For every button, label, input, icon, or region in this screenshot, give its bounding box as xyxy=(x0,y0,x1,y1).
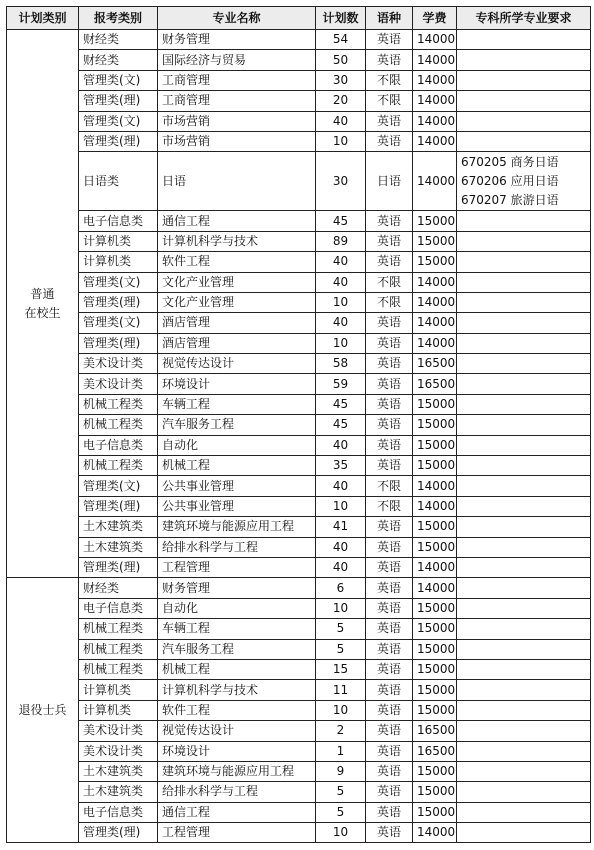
tuition-cell: 15000 xyxy=(413,252,457,272)
language-cell: 英语 xyxy=(366,578,413,598)
plan-count-cell: 5 xyxy=(316,802,366,822)
tuition-cell: 14000 xyxy=(413,578,457,598)
tuition-cell: 15000 xyxy=(413,802,457,822)
tuition-cell: 14000 xyxy=(413,111,457,131)
prior-major-requirement-cell xyxy=(457,619,591,639)
language-cell: 英语 xyxy=(366,30,413,50)
plan-count-cell: 10 xyxy=(316,598,366,618)
prior-major-requirement-cell xyxy=(457,313,591,333)
major-name-cell: 文化产业管理 xyxy=(158,292,316,312)
apply-category-cell: 机械工程类 xyxy=(79,415,158,435)
apply-category-cell: 管理类(理) xyxy=(79,91,158,111)
major-name-cell: 自动化 xyxy=(158,435,316,455)
major-name-cell: 建筑环境与能源应用工程 xyxy=(158,517,316,537)
apply-category-cell: 电子信息类 xyxy=(79,435,158,455)
plan-count-cell: 40 xyxy=(316,476,366,496)
major-name-cell: 工程管理 xyxy=(158,557,316,577)
tuition-cell: 14000 xyxy=(413,496,457,516)
major-name-cell: 酒店管理 xyxy=(158,313,316,333)
tuition-cell: 14000 xyxy=(413,272,457,292)
table-row xyxy=(7,333,591,353)
prior-major-requirement-cell xyxy=(457,639,591,659)
prior-major-requirement-cell xyxy=(457,415,591,435)
language-cell: 英语 xyxy=(366,741,413,761)
table-row xyxy=(7,639,591,659)
prior-major-requirement-cell xyxy=(457,741,591,761)
table-row xyxy=(7,659,591,679)
language-cell: 英语 xyxy=(366,659,413,679)
apply-category-cell: 管理类(理) xyxy=(79,333,158,353)
tuition-cell: 15000 xyxy=(413,680,457,700)
tuition-cell: 15000 xyxy=(413,639,457,659)
header-row xyxy=(7,7,591,30)
plan-count-cell: 35 xyxy=(316,456,366,476)
tuition-cell: 15000 xyxy=(413,700,457,720)
major-name-cell: 日语 xyxy=(158,152,316,211)
major-name-cell: 机械工程 xyxy=(158,456,316,476)
prior-major-requirement-cell xyxy=(457,782,591,802)
prior-major-requirement-cell xyxy=(457,231,591,251)
apply-category-cell: 电子信息类 xyxy=(79,802,158,822)
plan-count-cell: 59 xyxy=(316,374,366,394)
language-cell: 英语 xyxy=(366,111,413,131)
prior-major-requirement-cell xyxy=(457,333,591,353)
table-row xyxy=(7,456,591,476)
tuition-cell: 15000 xyxy=(413,415,457,435)
table-row xyxy=(7,374,591,394)
tuition-cell: 14000 xyxy=(413,30,457,50)
apply-category-cell: 美术设计类 xyxy=(79,354,158,374)
tuition-cell: 14000 xyxy=(413,292,457,312)
apply-category-cell: 管理类(理) xyxy=(79,823,158,843)
plan-count-cell: 9 xyxy=(316,761,366,781)
table-row xyxy=(7,598,591,618)
major-name-cell: 自动化 xyxy=(158,598,316,618)
table-row xyxy=(7,680,591,700)
prior-major-requirement-cell xyxy=(457,111,591,131)
table-row xyxy=(7,91,591,111)
plan-count-cell: 5 xyxy=(316,782,366,802)
apply-category-cell: 美术设计类 xyxy=(79,374,158,394)
requirement-line: 670206 应用日语 xyxy=(461,173,559,188)
prior-major-requirement-cell xyxy=(457,91,591,111)
prior-major-requirement-cell xyxy=(457,517,591,537)
plan-type-cell xyxy=(7,578,79,843)
tuition-cell: 14000 xyxy=(413,50,457,70)
apply-category-cell: 机械工程类 xyxy=(79,456,158,476)
major-name-cell: 环境设计 xyxy=(158,741,316,761)
prior-major-requirement-cell xyxy=(457,823,591,843)
language-cell: 不限 xyxy=(366,70,413,90)
language-cell: 英语 xyxy=(366,721,413,741)
plan-count-cell: 15 xyxy=(316,659,366,679)
apply-category-cell: 财经类 xyxy=(79,50,158,70)
major-name-cell: 视觉传达设计 xyxy=(158,354,316,374)
prior-major-requirement-cell xyxy=(457,435,591,455)
prior-major-requirement-cell xyxy=(457,557,591,577)
language-cell: 日语 xyxy=(366,152,413,211)
major-name-cell: 工商管理 xyxy=(158,70,316,90)
plan-count-cell: 41 xyxy=(316,517,366,537)
plan-type-label: 普通 xyxy=(30,286,55,301)
tuition-cell: 15000 xyxy=(413,456,457,476)
plan-count-cell: 10 xyxy=(316,333,366,353)
major-name-cell: 软件工程 xyxy=(158,700,316,720)
language-cell: 不限 xyxy=(366,272,413,292)
plan-count-cell: 40 xyxy=(316,111,366,131)
table-row xyxy=(7,111,591,131)
major-name-cell: 工商管理 xyxy=(158,91,316,111)
major-name-cell: 建筑环境与能源应用工程 xyxy=(158,761,316,781)
language-cell: 英语 xyxy=(366,415,413,435)
apply-category-cell: 机械工程类 xyxy=(79,659,158,679)
language-cell: 英语 xyxy=(366,394,413,414)
prior-major-requirement-cell xyxy=(457,211,591,231)
tuition-cell: 15000 xyxy=(413,598,457,618)
language-cell: 英语 xyxy=(366,231,413,251)
language-cell: 不限 xyxy=(366,91,413,111)
language-cell: 英语 xyxy=(366,700,413,720)
apply-category-cell: 美术设计类 xyxy=(79,721,158,741)
apply-category-cell: 管理类(文) xyxy=(79,272,158,292)
language-cell: 英语 xyxy=(366,598,413,618)
tuition-cell: 16500 xyxy=(413,354,457,374)
major-name-cell: 汽车服务工程 xyxy=(158,639,316,659)
plan-type-label: 退役士兵 xyxy=(18,702,67,717)
language-cell: 英语 xyxy=(366,639,413,659)
tuition-cell: 15000 xyxy=(413,619,457,639)
apply-category-cell: 土木建筑类 xyxy=(79,782,158,802)
major-name-cell: 公共事业管理 xyxy=(158,496,316,516)
prior-major-requirement-cell xyxy=(457,761,591,781)
language-cell: 不限 xyxy=(366,476,413,496)
prior-major-requirement-cell xyxy=(457,374,591,394)
table-row xyxy=(7,517,591,537)
plan-type-cell xyxy=(7,30,79,578)
language-cell: 不限 xyxy=(366,496,413,516)
language-cell: 英语 xyxy=(366,782,413,802)
language-cell: 英语 xyxy=(366,333,413,353)
prior-major-requirement-cell xyxy=(457,70,591,90)
major-name-cell: 环境设计 xyxy=(158,374,316,394)
prior-major-requirement-cell xyxy=(457,30,591,50)
plan-count-cell: 45 xyxy=(316,211,366,231)
apply-category-cell: 管理类(文) xyxy=(79,70,158,90)
table-row xyxy=(7,782,591,802)
language-cell: 英语 xyxy=(366,619,413,639)
tuition-cell: 15000 xyxy=(413,394,457,414)
prior-major-requirement-cell xyxy=(457,456,591,476)
table-row xyxy=(7,823,591,843)
prior-major-requirement-cell xyxy=(457,721,591,741)
plan-count-cell: 40 xyxy=(316,537,366,557)
apply-category-cell: 财经类 xyxy=(79,30,158,50)
language-cell: 英语 xyxy=(366,374,413,394)
table-row xyxy=(7,721,591,741)
tuition-cell: 14000 xyxy=(413,313,457,333)
table-row xyxy=(7,761,591,781)
tuition-cell: 14000 xyxy=(413,333,457,353)
apply-category-cell: 管理类(理) xyxy=(79,292,158,312)
apply-category-cell: 土木建筑类 xyxy=(79,517,158,537)
language-cell: 英语 xyxy=(366,823,413,843)
prior-major-requirement-cell xyxy=(457,394,591,414)
prior-major-requirement-cell xyxy=(457,537,591,557)
apply-category-cell: 管理类(文) xyxy=(79,476,158,496)
tuition-cell: 14000 xyxy=(413,823,457,843)
prior-major-requirement-cell xyxy=(457,252,591,272)
tuition-cell: 14000 xyxy=(413,70,457,90)
major-name-cell: 软件工程 xyxy=(158,252,316,272)
table-row xyxy=(7,578,591,598)
major-name-cell: 文化产业管理 xyxy=(158,272,316,292)
tuition-cell: 15000 xyxy=(413,517,457,537)
tuition-cell: 15000 xyxy=(413,537,457,557)
header-apply-category: 报考类别 xyxy=(79,7,158,30)
prior-major-requirement-cell xyxy=(457,659,591,679)
apply-category-cell: 管理类(理) xyxy=(79,557,158,577)
plan-count-cell: 5 xyxy=(316,639,366,659)
language-cell: 英语 xyxy=(366,211,413,231)
apply-category-cell: 电子信息类 xyxy=(79,598,158,618)
apply-category-cell: 土木建筑类 xyxy=(79,537,158,557)
plan-count-cell: 40 xyxy=(316,313,366,333)
language-cell: 英语 xyxy=(366,435,413,455)
table-row xyxy=(7,152,591,211)
language-cell: 英语 xyxy=(366,456,413,476)
plan-count-cell: 40 xyxy=(316,435,366,455)
major-name-cell: 财务管理 xyxy=(158,578,316,598)
table-row xyxy=(7,741,591,761)
prior-major-requirement-cell xyxy=(457,50,591,70)
plan-count-cell: 54 xyxy=(316,30,366,50)
language-cell: 英语 xyxy=(366,131,413,151)
apply-category-cell: 机械工程类 xyxy=(79,639,158,659)
requirement-line: 670207 旅游日语 xyxy=(461,192,559,207)
apply-category-cell: 土木建筑类 xyxy=(79,761,158,781)
plan-count-cell: 40 xyxy=(316,252,366,272)
plan-count-cell: 10 xyxy=(316,292,366,312)
tuition-cell: 14000 xyxy=(413,152,457,211)
table-row xyxy=(7,619,591,639)
table-row xyxy=(7,802,591,822)
apply-category-cell: 机械工程类 xyxy=(79,394,158,414)
table-row xyxy=(7,30,591,50)
major-name-cell: 国际经济与贸易 xyxy=(158,50,316,70)
table-row xyxy=(7,496,591,516)
plan-count-cell: 20 xyxy=(316,91,366,111)
language-cell: 英语 xyxy=(366,761,413,781)
language-cell: 不限 xyxy=(366,292,413,312)
apply-category-cell: 财经类 xyxy=(79,578,158,598)
apply-category-cell: 美术设计类 xyxy=(79,741,158,761)
plan-count-cell: 1 xyxy=(316,741,366,761)
table-row xyxy=(7,70,591,90)
prior-major-requirement-cell xyxy=(457,131,591,151)
table-row xyxy=(7,292,591,312)
table-body xyxy=(7,30,591,843)
prior-major-requirement-cell xyxy=(457,578,591,598)
header-language: 语种 xyxy=(366,7,413,30)
apply-category-cell: 计算机类 xyxy=(79,252,158,272)
prior-major-requirement-cell xyxy=(457,354,591,374)
plan-count-cell: 89 xyxy=(316,231,366,251)
tuition-cell: 15000 xyxy=(413,761,457,781)
table-row xyxy=(7,211,591,231)
tuition-cell: 14000 xyxy=(413,131,457,151)
apply-category-cell: 计算机类 xyxy=(79,231,158,251)
language-cell: 英语 xyxy=(366,354,413,374)
table-row xyxy=(7,700,591,720)
table-row xyxy=(7,272,591,292)
table-row xyxy=(7,394,591,414)
major-name-cell: 车辆工程 xyxy=(158,394,316,414)
plan-count-cell: 45 xyxy=(316,394,366,414)
header-tuition: 学费 xyxy=(413,7,457,30)
major-name-cell: 计算机科学与技术 xyxy=(158,231,316,251)
apply-category-cell: 管理类(理) xyxy=(79,496,158,516)
header-plan-type: 计划类别 xyxy=(7,7,79,30)
table-row xyxy=(7,537,591,557)
major-name-cell: 汽车服务工程 xyxy=(158,415,316,435)
header-prior-major-requirement: 专科所学专业要求 xyxy=(457,7,591,30)
prior-major-requirement-cell xyxy=(457,802,591,822)
table-row xyxy=(7,476,591,496)
table-row xyxy=(7,50,591,70)
plan-count-cell: 40 xyxy=(316,557,366,577)
enrollment-plan-table xyxy=(6,6,591,843)
major-name-cell: 市场营销 xyxy=(158,111,316,131)
language-cell: 英语 xyxy=(366,680,413,700)
apply-category-cell: 计算机类 xyxy=(79,700,158,720)
tuition-cell: 14000 xyxy=(413,91,457,111)
major-name-cell: 公共事业管理 xyxy=(158,476,316,496)
language-cell: 英语 xyxy=(366,802,413,822)
plan-count-cell: 6 xyxy=(316,578,366,598)
plan-count-cell: 11 xyxy=(316,680,366,700)
major-name-cell: 通信工程 xyxy=(158,802,316,822)
language-cell: 英语 xyxy=(366,537,413,557)
plan-count-cell: 30 xyxy=(316,70,366,90)
plan-count-cell: 45 xyxy=(316,415,366,435)
major-name-cell: 财务管理 xyxy=(158,30,316,50)
tuition-cell: 15000 xyxy=(413,659,457,679)
major-name-cell: 计算机科学与技术 xyxy=(158,680,316,700)
major-name-cell: 通信工程 xyxy=(158,211,316,231)
tuition-cell: 16500 xyxy=(413,741,457,761)
prior-major-requirement-cell xyxy=(457,680,591,700)
language-cell: 英语 xyxy=(366,252,413,272)
plan-count-cell: 5 xyxy=(316,619,366,639)
table-row xyxy=(7,557,591,577)
tuition-cell: 15000 xyxy=(413,231,457,251)
plan-count-cell: 10 xyxy=(316,496,366,516)
table-row xyxy=(7,252,591,272)
prior-major-requirement-cell xyxy=(457,272,591,292)
prior-major-requirement-cell xyxy=(457,152,591,211)
plan-count-cell: 50 xyxy=(316,50,366,70)
plan-count-cell: 10 xyxy=(316,700,366,720)
header-plan-count: 计划数 xyxy=(316,7,366,30)
major-name-cell: 工程管理 xyxy=(158,823,316,843)
prior-major-requirement-cell xyxy=(457,700,591,720)
tuition-cell: 15000 xyxy=(413,435,457,455)
plan-count-cell: 10 xyxy=(316,131,366,151)
plan-count-cell: 58 xyxy=(316,354,366,374)
tuition-cell: 14000 xyxy=(413,557,457,577)
table-row xyxy=(7,435,591,455)
plan-type-label: 在校生 xyxy=(24,305,61,320)
language-cell: 英语 xyxy=(366,313,413,333)
table-row xyxy=(7,415,591,435)
table-row xyxy=(7,354,591,374)
major-name-cell: 车辆工程 xyxy=(158,619,316,639)
apply-category-cell: 管理类(理) xyxy=(79,131,158,151)
apply-category-cell: 机械工程类 xyxy=(79,619,158,639)
prior-major-requirement-cell xyxy=(457,292,591,312)
major-name-cell: 机械工程 xyxy=(158,659,316,679)
apply-category-cell: 电子信息类 xyxy=(79,211,158,231)
major-name-cell: 酒店管理 xyxy=(158,333,316,353)
apply-category-cell: 计算机类 xyxy=(79,680,158,700)
major-name-cell: 视觉传达设计 xyxy=(158,721,316,741)
tuition-cell: 15000 xyxy=(413,211,457,231)
major-name-cell: 给排水科学与工程 xyxy=(158,782,316,802)
apply-category-cell: 日语类 xyxy=(79,152,158,211)
plan-count-cell: 2 xyxy=(316,721,366,741)
tuition-cell: 16500 xyxy=(413,374,457,394)
language-cell: 英语 xyxy=(366,50,413,70)
language-cell: 英语 xyxy=(366,517,413,537)
table-row xyxy=(7,231,591,251)
plan-count-cell: 10 xyxy=(316,823,366,843)
major-name-cell: 市场营销 xyxy=(158,131,316,151)
tuition-cell: 14000 xyxy=(413,476,457,496)
major-name-cell: 给排水科学与工程 xyxy=(158,537,316,557)
requirement-line: 670205 商务日语 xyxy=(461,154,559,169)
apply-category-cell: 管理类(文) xyxy=(79,313,158,333)
prior-major-requirement-cell xyxy=(457,476,591,496)
plan-count-cell: 30 xyxy=(316,152,366,211)
table-row xyxy=(7,131,591,151)
tuition-cell: 15000 xyxy=(413,782,457,802)
table-row xyxy=(7,313,591,333)
language-cell: 英语 xyxy=(366,557,413,577)
prior-major-requirement-cell xyxy=(457,598,591,618)
apply-category-cell: 管理类(文) xyxy=(79,111,158,131)
prior-major-requirement-cell xyxy=(457,496,591,516)
header-major-name: 专业名称 xyxy=(158,7,316,30)
tuition-cell: 16500 xyxy=(413,721,457,741)
plan-count-cell: 40 xyxy=(316,272,366,292)
